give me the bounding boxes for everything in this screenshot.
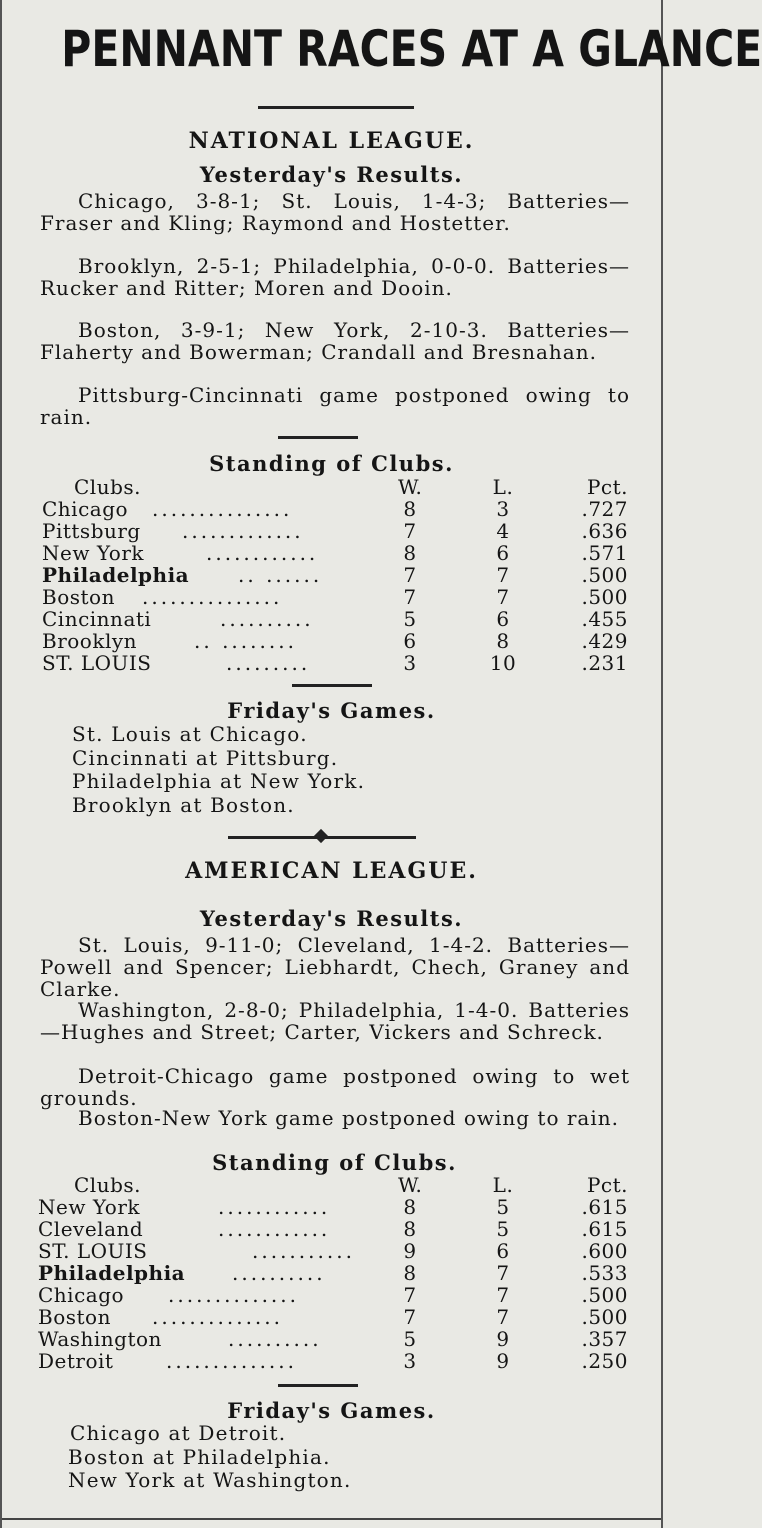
club-name: Chicago xyxy=(42,497,129,521)
table-row xyxy=(42,497,632,519)
american-result-3: Detroit-Chicago game postponed owing to wet grounds. xyxy=(40,1064,630,1110)
list-item: St. Louis at Chicago. xyxy=(72,722,308,746)
national-games-list xyxy=(72,723,365,817)
american-games-list xyxy=(68,1421,352,1493)
headline-rule xyxy=(258,106,414,109)
col-clubs: Clubs. xyxy=(74,1173,142,1197)
leader-dots: .......... xyxy=(232,1261,326,1285)
col-lost: L. xyxy=(492,1173,514,1197)
leader-dots: .......... xyxy=(228,1327,322,1351)
losses: 3 xyxy=(496,497,510,521)
percentage: .600 xyxy=(581,1239,628,1263)
table-row xyxy=(38,1261,632,1285)
table-row xyxy=(42,607,632,629)
wins: 5 xyxy=(403,1327,417,1351)
losses: 8 xyxy=(496,629,510,653)
wins: 7 xyxy=(403,519,417,543)
national-result-3: Boston, 3-9-1; New York, 2-10-3. Batteries—Flaherty and Bowerman; Crandall and Bresnahan. xyxy=(40,318,630,364)
leader-dots: .. ...... xyxy=(238,563,323,587)
national-standings-rule xyxy=(292,684,372,687)
percentage: .250 xyxy=(581,1349,628,1373)
american-result-2: Washington, 2-8-0; Philadelphia, 1-4-0. Batteries—Hughes and Street; Carter, Vickers and Schreck. xyxy=(40,998,630,1044)
leader-dots: ......... xyxy=(226,651,311,675)
col-pct: Pct. xyxy=(586,1173,628,1197)
wins: 7 xyxy=(403,585,417,609)
table-header xyxy=(42,475,632,497)
club-name: Philadelphia xyxy=(38,1261,186,1285)
club-name: Brooklyn xyxy=(42,629,138,653)
losses: 10 xyxy=(489,651,517,675)
list-item: Philadelphia at New York. xyxy=(72,769,366,793)
national-result-4: Pittsburg-Cincinnati game postponed owing to rain. xyxy=(40,383,630,429)
percentage: .636 xyxy=(581,519,628,543)
american-standings-table xyxy=(38,1173,632,1373)
list-item: Cincinnati at Pittsburg. xyxy=(72,745,339,770)
wins: 6 xyxy=(403,629,417,653)
percentage: .571 xyxy=(581,541,628,565)
percentage: .533 xyxy=(581,1261,628,1285)
wins: 7 xyxy=(403,1283,417,1307)
wins: 8 xyxy=(403,1217,417,1241)
table-row xyxy=(38,1239,632,1263)
table-row xyxy=(38,1305,632,1329)
leader-dots: .............. xyxy=(152,1305,284,1329)
losses: 7 xyxy=(496,585,510,609)
leader-dots: ............ xyxy=(206,541,319,565)
col-clubs: Clubs. xyxy=(74,475,142,499)
percentage: .500 xyxy=(581,585,628,609)
table-row xyxy=(42,519,632,541)
losses: 7 xyxy=(496,1261,510,1285)
american-standings-rule xyxy=(278,1384,358,1387)
losses: 7 xyxy=(496,563,510,587)
percentage: .500 xyxy=(581,1305,628,1329)
american-result-1: St. Louis, 9-11-0; Cleveland, 1-4-2. Batteries—Powell and Spencer; Liebhardt, Chech, Graney and Clarke. xyxy=(40,933,630,1001)
club-name: Cincinnati xyxy=(42,607,152,631)
leader-dots: ............. xyxy=(182,519,304,543)
national-result-1: Chicago, 3-8-1; St. Louis, 1-4-3; Batteries—Fraser and Kling; Raymond and Hostetter. xyxy=(40,189,630,235)
national-games-title: Friday's Games. xyxy=(227,698,436,723)
american-games-title: Friday's Games. xyxy=(227,1398,436,1423)
american-results-title: Yesterday's Results. xyxy=(199,906,464,931)
losses: 4 xyxy=(496,519,510,543)
losses: 5 xyxy=(496,1195,510,1219)
wins: 5 xyxy=(403,607,417,631)
club-name: New York xyxy=(38,1195,140,1219)
club-name: ST. LOUIS xyxy=(42,651,152,675)
col-lost: L. xyxy=(492,475,514,499)
table-row xyxy=(38,1195,632,1219)
losses: 6 xyxy=(496,1239,510,1263)
bottom-border xyxy=(2,1518,661,1520)
list-item: New York at Washington. xyxy=(68,1468,352,1492)
wins: 8 xyxy=(403,541,417,565)
percentage: .727 xyxy=(581,497,628,521)
club-name: Cleveland xyxy=(38,1217,144,1241)
percentage: .615 xyxy=(581,1195,628,1219)
national-result-2: Brooklyn, 2-5-1; Philadelphia, 0-0-0. Batteries—Rucker and Ritter; Moren and Dooin. xyxy=(40,254,630,300)
leader-dots: .............. xyxy=(166,1349,298,1373)
losses: 9 xyxy=(496,1327,510,1351)
percentage: .500 xyxy=(581,563,628,587)
col-pct: Pct. xyxy=(586,475,628,499)
leader-dots: .............. xyxy=(168,1283,300,1307)
percentage: .615 xyxy=(581,1217,628,1241)
club-name: ST. LOUIS xyxy=(38,1239,148,1263)
wins: 7 xyxy=(403,1305,417,1329)
club-name: Pittsburg xyxy=(42,519,141,543)
leader-dots: ............... xyxy=(142,585,283,609)
percentage: .455 xyxy=(581,607,628,631)
table-row xyxy=(42,629,632,651)
table-header xyxy=(42,1173,632,1195)
col-won: W. xyxy=(398,475,423,499)
table-row xyxy=(38,1283,632,1307)
leader-dots: .. ........ xyxy=(194,629,297,653)
list-item: Brooklyn at Boston. xyxy=(72,792,295,817)
leader-dots: ............... xyxy=(152,497,293,521)
percentage: .429 xyxy=(581,629,628,653)
wins: 9 xyxy=(403,1239,417,1263)
club-name: Philadelphia xyxy=(42,563,190,587)
wins: 8 xyxy=(403,1195,417,1219)
losses: 7 xyxy=(496,1283,510,1307)
percentage: .357 xyxy=(581,1327,628,1351)
club-name: Chicago xyxy=(38,1283,125,1307)
national-results-rule xyxy=(278,436,358,439)
national-standing-title: Standing of Clubs. xyxy=(209,451,454,476)
table-row xyxy=(42,563,632,585)
leader-dots: ............ xyxy=(218,1195,331,1219)
club-name: Washington xyxy=(38,1327,162,1351)
list-item: Chicago at Detroit. xyxy=(70,1421,287,1445)
diamond-ornament-icon xyxy=(314,829,328,843)
national-league-title: NATIONAL LEAGUE. xyxy=(188,128,475,154)
col-won: W. xyxy=(398,1173,423,1197)
wins: 3 xyxy=(403,651,417,675)
leader-dots: ........... xyxy=(252,1239,355,1263)
table-row xyxy=(38,1217,632,1241)
losses: 6 xyxy=(496,541,510,565)
losses: 5 xyxy=(496,1217,510,1241)
table-row xyxy=(38,1349,632,1373)
list-item: Boston at Philadelphia. xyxy=(68,1444,331,1469)
american-league-title: AMERICAN LEAGUE. xyxy=(185,858,478,884)
percentage: .500 xyxy=(581,1283,628,1307)
section-divider xyxy=(228,834,416,840)
national-standings-table xyxy=(42,475,632,673)
leader-dots: ............ xyxy=(218,1217,331,1241)
losses: 6 xyxy=(496,607,510,631)
club-name: New York xyxy=(42,541,144,565)
table-row xyxy=(42,651,632,673)
wins: 7 xyxy=(403,563,417,587)
wins: 8 xyxy=(403,497,417,521)
american-result-4: Boston-New York game postponed owing to rain. xyxy=(78,1106,619,1130)
club-name: Boston xyxy=(38,1305,111,1329)
club-name: Boston xyxy=(42,585,115,609)
club-name: Detroit xyxy=(38,1349,114,1373)
wins: 3 xyxy=(403,1349,417,1373)
losses: 7 xyxy=(496,1305,510,1329)
table-row xyxy=(42,585,632,607)
leader-dots: .......... xyxy=(220,607,314,631)
percentage: .231 xyxy=(581,651,628,675)
american-standing-title: Standing of Clubs. xyxy=(212,1150,457,1175)
headline: PENNANT RACES AT A GLANCE xyxy=(61,20,762,78)
table-row xyxy=(38,1327,632,1351)
losses: 9 xyxy=(496,1349,510,1373)
table-row xyxy=(42,541,632,563)
wins: 8 xyxy=(403,1261,417,1285)
national-results-title: Yesterday's Results. xyxy=(199,162,464,187)
